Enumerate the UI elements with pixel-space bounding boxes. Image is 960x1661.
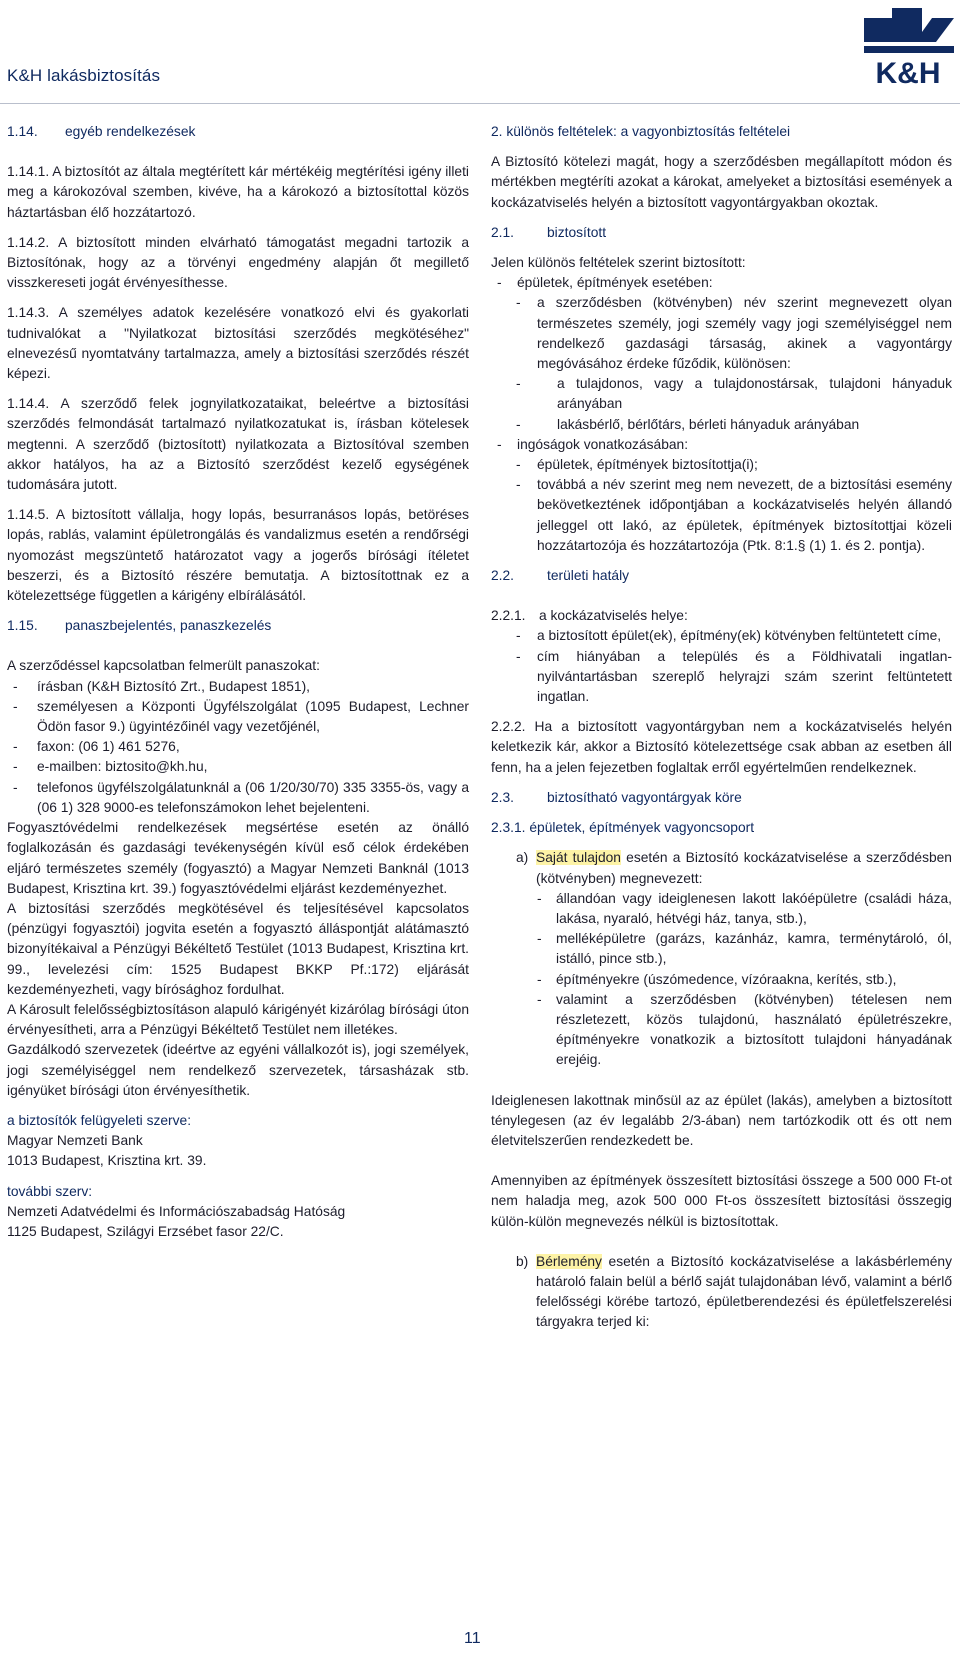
list-item-text: a szerződésben (kötvényben) név szerint megnevezett olyan természetes személy, jogi személy vagy jogi személyiséggel nem rendelkező gazdasági társaság, akinek a vagyontárgy megóvásához érdeke fűződik, különösen: bbox=[537, 295, 952, 372]
header-divider bbox=[0, 103, 960, 104]
sublist bbox=[491, 293, 952, 434]
subsection-number: 2.2.1. bbox=[491, 608, 526, 624]
highlighted-term: Bérlemény bbox=[536, 1253, 602, 1269]
supervisory-label: a biztosítók felügyeleti szerve: bbox=[7, 1112, 192, 1128]
injured-party-paragraph: A Károsult felelősségbiztosításon alapuló kárigényét kizárólag bírósági úton érvényesítheti, arra a Pénzügyi Békéltető Testület nem illetékes. bbox=[7, 1001, 469, 1038]
list-item bbox=[491, 374, 952, 414]
list-item-text: ingóságok vonatkozásában: bbox=[517, 436, 689, 452]
paragraph-1-14-2: 1.14.2. A biztosított minden elvárható támogatást megadni tartozik a Biztosítónak, hogy az a törvényi engedmény alapján őt megillető visszkereseti jogát érvényesíthesse. bbox=[7, 234, 469, 291]
insured-intro: Jelen különös feltételek szerint biztosított: bbox=[491, 255, 746, 271]
list-item: - épületek, építmények biztosítottja(i); bbox=[491, 455, 952, 475]
section-1-15-heading bbox=[7, 616, 469, 636]
list-item-text: a tulajdonos, vagy a tulajdonostársak, tulajdoni hányaduk arányában bbox=[557, 376, 952, 412]
supervisory-name: Magyar Nemzeti Bank bbox=[7, 1133, 143, 1149]
logo-bar-icon bbox=[864, 46, 954, 53]
complaint-channel-list bbox=[7, 677, 469, 818]
document-title: K&H lakásbiztosítás bbox=[7, 66, 161, 85]
consumer-protection-paragraph: Fogyasztóvédelmi rendelkezések megsértése esetén az önálló foglalkozásán és gazdasági tevékenységén kívül eső célok érdekében eljáró természetes személy (fogyasztó) a Magyar Nemzeti Banknál (1013 Budapest, Krisztina krt. 39.) fogyasztóvédelmi eljárást kezdeményezhet. bbox=[7, 820, 469, 896]
section-2-paragraph: A Biztosító kötelezi magát, hogy a szerződésben megállapított módon és mértékben megtéríti azokat a károkat, amelyeket a biztosítási események a kockázatviselés helyén a biztosított vagyontárgyakban okoztak. bbox=[491, 154, 952, 210]
list-item: - telefonos ügyfélszolgálatunknál a (06 1/20/30/70) 335 3355-ös, vagy a (06 1) 328 9000-es telefonszámokon lehet bejelenteni. bbox=[7, 778, 469, 818]
section-title: egyéb rendelkezések bbox=[65, 124, 196, 139]
list-item: - a biztosított épület(ek), építmény(ek) kötvényben feltüntetett címe, bbox=[491, 626, 952, 646]
section-number: 2.1. bbox=[491, 224, 515, 240]
item-label: b) bbox=[516, 1253, 529, 1269]
list-item bbox=[491, 415, 952, 435]
section-2-1-heading bbox=[491, 223, 952, 243]
item-body: esetén a Biztosító kockázatviselése a szerződésben (kötvényben) megnevezett: bbox=[536, 850, 952, 886]
sum-insured-paragraph: Amennyiben az építmények összesített biztosítási összege a 500 000 Ft-ot nem haladja meg, azok 500 000 Ft-os összesített biztosítási összegig külön-külön megnevezés nélkül is biztosítottak. bbox=[491, 1173, 952, 1229]
section-title: területi hatály bbox=[547, 568, 630, 584]
item-body: esetén a Biztosító kockázatviselése a lakásbérlemény határoló falain belül a bérlő saját tulajdonában lévő, valamint a bérlő felelősségi körébe tartozó, épületberendezési és épületfelszerelési tárgyakra terjed ki: bbox=[536, 1253, 952, 1330]
list-item: - állandóan vagy ideiglenesen lakott lakóépületre (családi háza, lakása, nyaraló, hétvégi ház, tanya, stb.), bbox=[491, 889, 952, 929]
paragraph-1-14-5: 1.14.5. A biztosított vállalja, hogy lopás, besurranásos lopás, betöréses lopás, rablás, valamint épületrongálás és vandalizmus esetén a rendőrségi nyomozást megszüntető határozatot vagy a jogerős bírósági ítéletet beszerzi, és a Biztosító részére bemutatja. A biztosítottnak ez a kötelezettsége független a kárigény elbírálásától. bbox=[7, 507, 469, 604]
section-title: biztosítható vagyontárgyak köre bbox=[547, 789, 742, 805]
other-authority-address: 1125 Budapest, Szilágyi Erzsébet fasor 22/C. bbox=[7, 1223, 284, 1239]
list-item: - továbbá a név szerint meg nem nevezett, de a biztosítási esemény bekövetkeztének időpontjában a kockázatviselés helyén állandó jelleggel ott lakó, az épületek, építmények biztosítottjai közeli hozzátartozója és hozzátartozója (Ptk. 8:1.§ (1) 1. és 2. pontja). bbox=[491, 475, 952, 556]
section-title: biztosított bbox=[547, 224, 607, 240]
list-item bbox=[491, 273, 952, 435]
risk-location-list bbox=[491, 626, 952, 707]
sublist bbox=[491, 455, 952, 556]
temporary-occupancy-paragraph: Ideiglenesen lakottnak minősül az az épület (lakás), amelyben a biztosított ténylegesen (az év legalább 2/3-ában) nem tartózkodik ott és ott nem életvitelszerűen rendezkedett be. bbox=[491, 1092, 952, 1148]
list-item bbox=[491, 435, 952, 556]
section-number: 1.14. bbox=[7, 124, 38, 139]
section-number: 2.3. bbox=[491, 789, 515, 805]
complaint-intro: A szerződéssel kapcsolatban felmerült panaszokat: bbox=[7, 658, 320, 674]
section-number: 1.15. bbox=[7, 618, 38, 634]
item-b bbox=[491, 1252, 952, 1333]
list-item: - személyesen a Központi Ügyfélszolgálat (1095 Budapest, Lechner Ödön fasor 9.) ügyintézőinél vagy vezetőjénél, bbox=[7, 697, 469, 737]
subsection-2-3-1-heading: 2.3.1. épületek, építmények vagyoncsoport bbox=[491, 820, 755, 836]
dispute-paragraph: A biztosítási szerződés megkötésével és teljesítésével kapcsolatos (pénzügyi fogyasztói) jogvita esetén a fogyasztó álláspontját alátámasztó bizonyítékaival a Pénzügyi Békéltető Testület (1013 Budapest, Krisztina krt. 99., levelezési cím: 1525 Budapest BKKP Pf.:172) eljárását kezdeményezheti, vagy bírósághoz fordulhat. bbox=[7, 900, 469, 997]
logo-emblem-icon bbox=[864, 8, 954, 42]
other-authority-label: további szerv: bbox=[7, 1183, 93, 1199]
paragraph-1-14-1: 1.14.1. A biztosítót az általa megtérített kár mértékéig megtérítési igény illeti meg a károkozóval szemben, kivéve, ha a károkozó a biztosítottal közös háztartásban élő hozzátartozó. bbox=[7, 164, 469, 220]
paragraph-1-14-3: 1.14.3. A személyes adatok kezelésére vonatkozó elvi és gyakorlati tudnivalókat a "Nyilatkozat biztosítási szerződés megkötéséhez" elnevezésű nyomtatvány tartalmazza, amely a biztosítási szerződés részét képezi. bbox=[7, 305, 469, 382]
list-item: - e-mailben: biztosito@kh.hu, bbox=[7, 757, 469, 777]
item-text bbox=[536, 848, 952, 888]
list-item: - építményekre (úszómedence, vízóraakna, kerítés, stb.), bbox=[491, 970, 952, 990]
page-header bbox=[0, 0, 960, 104]
list-item bbox=[491, 293, 952, 434]
kh-logo bbox=[858, 4, 958, 86]
supervisory-address: 1013 Budapest, Krisztina krt. 39. bbox=[7, 1153, 207, 1169]
item-a bbox=[491, 848, 952, 888]
list-item: - cím hiányában a település és a Földhivatali ingatlan-nyilvántartásban szereplő helyrajzi szám szerint feltüntetett ingatlan. bbox=[491, 647, 952, 708]
left-column bbox=[7, 122, 469, 1242]
right-column bbox=[491, 122, 952, 1333]
section-2-3-heading bbox=[491, 788, 952, 808]
paragraph-1-14-4: 1.14.4. A szerződő felek jognyilatkozataikat, beleértve a biztosítási szerződés felmondását tartalmazó nyilatkozatukat is, írásban kötelesek megtenni. A szerződő (biztosított) nyilatkozata a Biztosítóval szemben akkor hatályos, ha az a Biztosító szerződést kezelő egységének tudomására jutott. bbox=[7, 396, 469, 493]
list-item-text: lakásbérlő, bérlőtárs, bérleti hányaduk arányában bbox=[557, 416, 860, 432]
insured-list bbox=[491, 273, 952, 556]
page-number: 11 bbox=[464, 1630, 481, 1647]
other-authority-name: Nemzeti Adatvédelmi és Információszabadság Hatóság bbox=[7, 1203, 346, 1219]
highlighted-term: Saját tulajdon bbox=[536, 850, 621, 866]
section-2-2-heading bbox=[491, 566, 952, 586]
list-item-text: épületek, építmények esetében: bbox=[517, 275, 713, 291]
sublist bbox=[491, 374, 952, 435]
paragraph-2-2-2: 2.2.2. Ha a biztosított vagyontárgyban nem a kockázatviselés helyén keletkezik kár, akkor a Biztosító kötelezettsége csak abban az esetben áll fenn, ha a jelen fejezetben foglaltak erről egyértelműen rendelkeznek. bbox=[491, 719, 952, 775]
item-text bbox=[536, 1252, 952, 1333]
logo-wordmark: K&H bbox=[875, 57, 941, 86]
list-item: - melléképületre (garázs, kazánház, kamra, terménytároló, ól, istálló, pince stb.), bbox=[491, 929, 952, 969]
section-1-14-heading bbox=[7, 122, 469, 142]
list-item: - írásban (K&H Biztosító Zrt., Budapest 1851), bbox=[7, 677, 469, 697]
business-paragraph: Gazdálkodó szervezetek (ideértve az egyéni vállalkozót is), jogi személyek, jogi személyiséggel nem rendelkező szervezetek, társasházak stb. igényüket bírósági úton érvényesíthetik. bbox=[7, 1042, 469, 1098]
list-item: - faxon: (06 1) 461 5276, bbox=[7, 737, 469, 757]
subsection-text: a kockázatviselés helye: bbox=[539, 608, 688, 624]
list-item: - valamint a szerződésben (kötvényben) tételesen nem részletezett, közös tulajdonú, használató épületrészekre, építményekre vonatkozik a biztosított tulajdoni hányadának erejéig. bbox=[491, 990, 952, 1071]
section-number: 2.2. bbox=[491, 568, 515, 584]
section-title: panaszbejelentés, panaszkezelés bbox=[65, 618, 272, 634]
subsection-2-2-1 bbox=[491, 606, 952, 626]
section-2-heading: 2. különös feltételek: a vagyonbiztosítás feltételei bbox=[491, 124, 791, 139]
item-label: a) bbox=[516, 850, 529, 866]
own-property-list bbox=[491, 889, 952, 1071]
